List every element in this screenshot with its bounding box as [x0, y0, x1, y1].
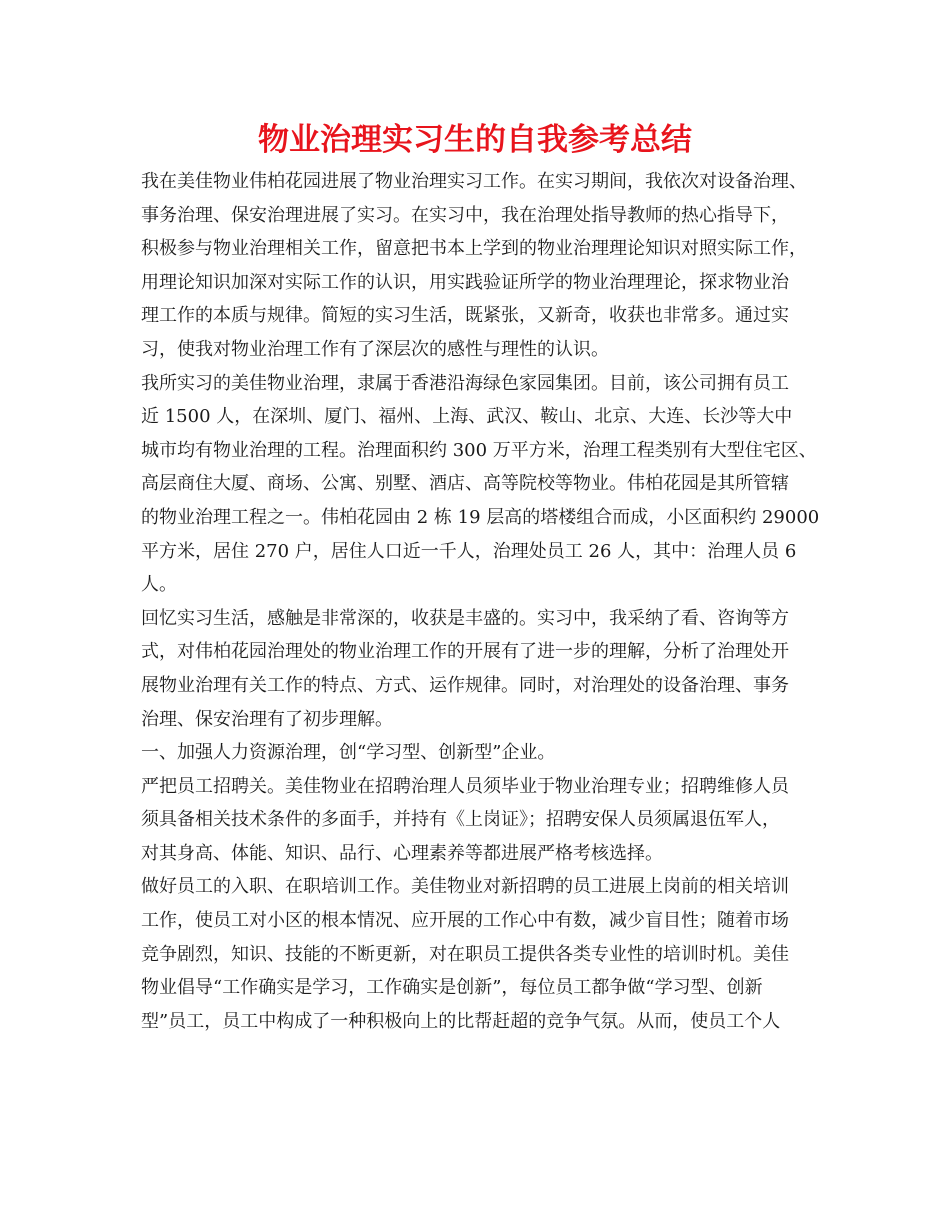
text-line: 做好员工的入职、在职培训工作。美佳物业对新招聘的员工进展上岗前的相关培训 [141, 876, 789, 898]
text-line: 用理论知识加深对实际工作的认识，用实践验证所学的物业治理理论，探求物业治 [141, 271, 789, 293]
text-line: 须具备相关技术条件的多面手，并持有《上岗证》；招聘安保人员须属退伍军人， [141, 809, 780, 831]
text-line: 一、加强人力资源治理，创“学习型、创新型”企业。 [141, 742, 556, 764]
document-body [141, 165, 831, 1038]
text-line: 竞争剧烈，知识、技能的不断更新，对在职员工提供各类专业性的培训时机。美佳 [141, 943, 789, 965]
text-line: 习，使我对物业治理工作有了深层次的感性与理性的认识。 [141, 338, 609, 360]
text-line: 型”员工，员工中构成了一种积极向上的比帮赶超的竞争气氛。从而，使员工个人 [141, 1010, 781, 1032]
text-line: 人。 [141, 574, 177, 596]
text-line: 事务治理、保安治理进展了实习。在实习中，我在治理处指导教师的热心指导下， [141, 204, 789, 226]
text-line: 治理、保安治理有了初步理解。 [141, 708, 393, 730]
text-line: 我在美佳物业伟柏花园进展了物业治理实习工作。在实习期间，我依次对设备治理、 [141, 171, 807, 192]
text-line: 高层商住大厦、商场、公寓、别墅、酒店、高等院校等物业。伟柏花园是其所管辖 [141, 473, 789, 495]
text-line: 式，对伟柏花园治理处的物业治理工作的开展有了进一步的理解，分析了治理处开 [141, 641, 789, 663]
text-line: 物业倡导“工作确实是学习，工作确实是创新”，每位员工都争做“学习型、创新 [141, 977, 763, 999]
document-title: 物业治理实习生的自我参考总结 [258, 122, 692, 158]
text-line: 我所实习的美佳物业治理，隶属于香港沿海绿色家园集团。目前，该公司拥有员工 [141, 372, 789, 394]
text-line: 回忆实习生活，感触是非常深的，收获是丰盛的。实习中，我采纳了看、咨询等方 [141, 607, 789, 629]
text-line: 积极参与物业治理相关工作，留意把书本上学到的物业治理理论知识对照实际工作， [141, 238, 807, 260]
text-line: 平方米，居住 270 户，居住人口近一千人，治理处员工 26 人，其中：治理人员 6 [141, 540, 797, 562]
text-line: 的物业治理工程之一。伟柏花园由 2 栋 19 层高的塔楼组合而成，小区面积约 29000 [141, 506, 820, 528]
text-line: 展物业治理有关工作的特点、方式、运作规律。同时，对治理处的设备治理、事务 [141, 674, 789, 696]
text-line: 理工作的本质与规律。简短的实习生活，既紧张，又新奇，收获也非常多。通过实 [141, 305, 789, 327]
text-line: 城市均有物业治理的工程。治理面积约 300 万平方米，治理工程类别有大型住宅区、 [141, 439, 817, 461]
text-line: 严把员工招聘关。美佳物业在招聘治理人员须毕业于物业治理专业；招聘维修人员 [141, 775, 789, 797]
text-line: 近 1500 人，在深圳、厦门、福州、上海、武汉、鞍山、北京、大连、长沙等大中 [141, 406, 793, 428]
text-line: 对其身高、体能、知识、品行、心理素养等都进展严格考核选择。 [141, 842, 663, 864]
text-line: 工作，使员工对小区的根本情况、应开展的工作心中有数，减少盲目性；随着市场 [141, 910, 789, 932]
